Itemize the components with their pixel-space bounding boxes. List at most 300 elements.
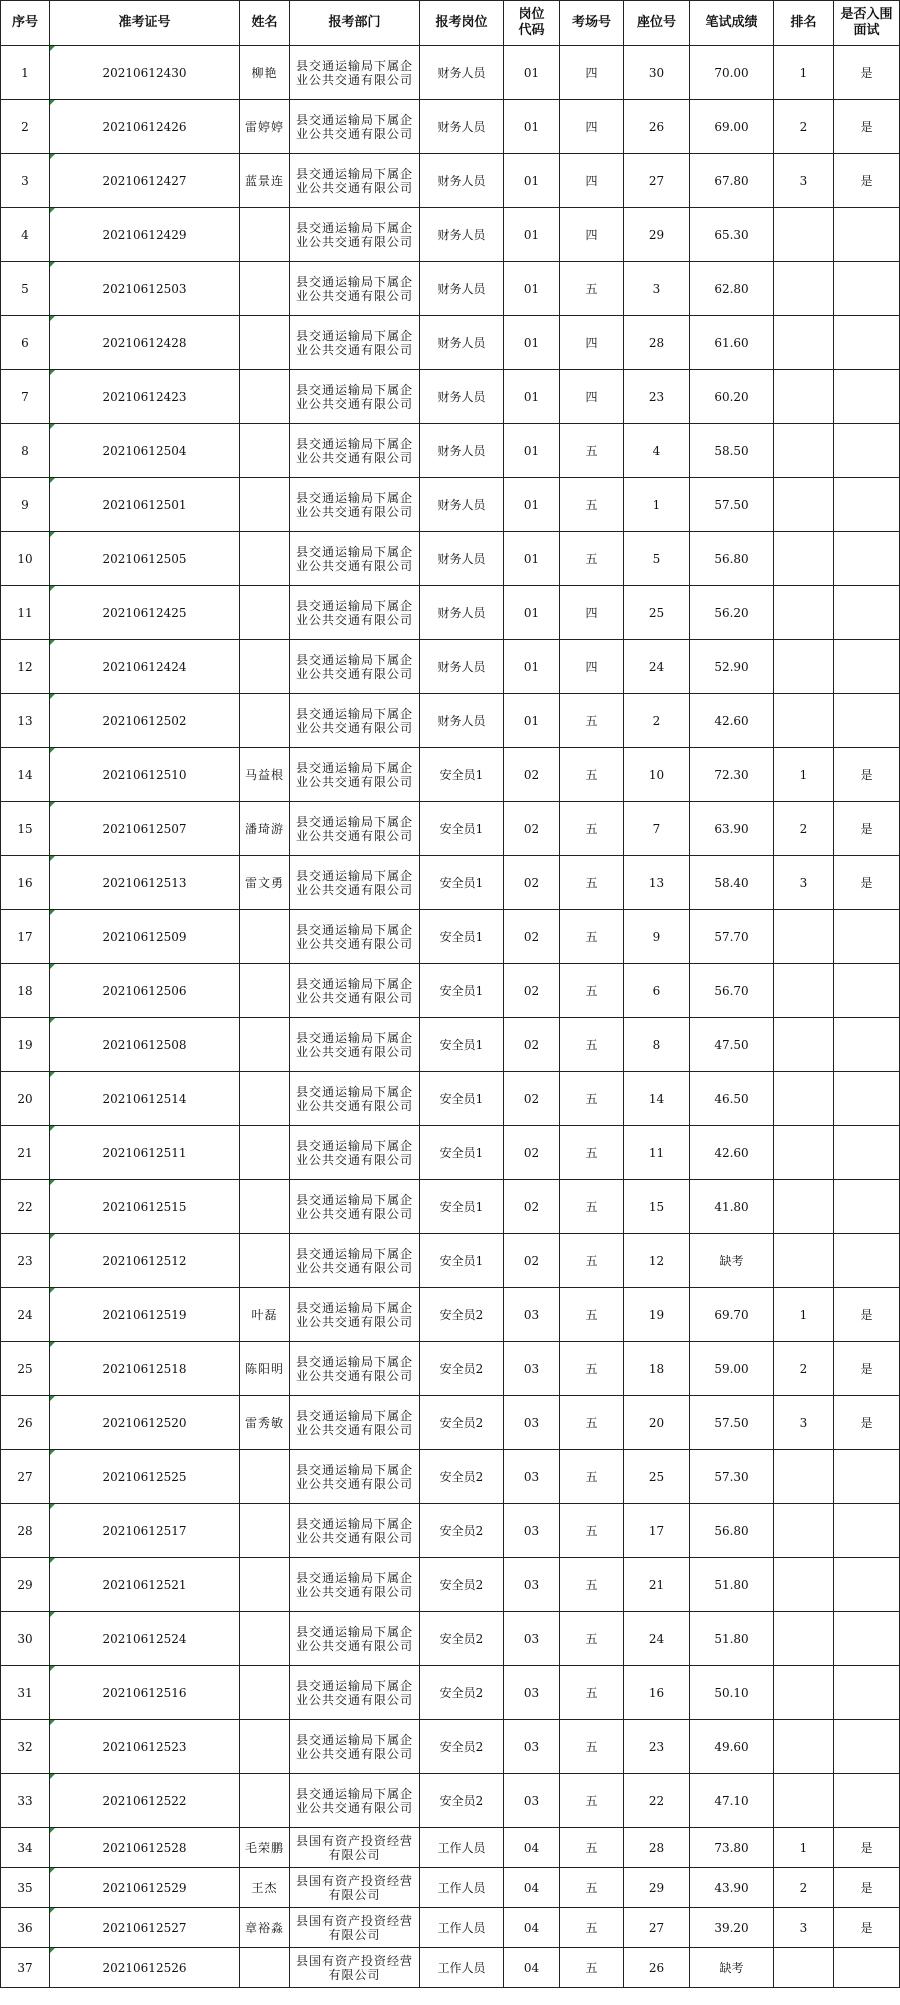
- cell-no: 26: [1, 1396, 50, 1450]
- cell-dept: 县交通运输局下属企业公共交通有限公司: [290, 1720, 420, 1774]
- cell-code: 01: [504, 316, 560, 370]
- cell-seat: 1: [624, 478, 690, 532]
- cell-rank: [774, 1948, 834, 1988]
- cell-seat: 26: [624, 1948, 690, 1988]
- cell-score: 49.60: [690, 1720, 774, 1774]
- cell-no: 7: [1, 370, 50, 424]
- cell-name: [240, 1666, 290, 1720]
- cell-code: 02: [504, 802, 560, 856]
- header-score: 笔试成绩: [690, 1, 774, 46]
- cell-rank: [774, 1180, 834, 1234]
- cell-rank: [774, 1072, 834, 1126]
- cell-dept: 县交通运输局下属企业公共交通有限公司: [290, 586, 420, 640]
- cell-code: 02: [504, 1180, 560, 1234]
- cell-rank: [774, 586, 834, 640]
- cell-ticket: 20210612503: [50, 262, 240, 316]
- table-row: [1, 1288, 900, 1342]
- cell-score: 65.30: [690, 208, 774, 262]
- cell-rank: [774, 1450, 834, 1504]
- cell-interview: [834, 1018, 900, 1072]
- cell-room: 五: [560, 1342, 624, 1396]
- cell-post: 安全员2: [420, 1288, 504, 1342]
- cell-rank: [774, 1126, 834, 1180]
- table-body: [1, 46, 900, 1988]
- cell-room: 五: [560, 532, 624, 586]
- table-row: [1, 532, 900, 586]
- header-ticket: 准考证号: [50, 1, 240, 46]
- table-row: [1, 1908, 900, 1948]
- cell-dept: 县交通运输局下属企业公共交通有限公司: [290, 1180, 420, 1234]
- cell-dept: 县交通运输局下属企业公共交通有限公司: [290, 262, 420, 316]
- cell-seat: 27: [624, 154, 690, 208]
- cell-rank: 3: [774, 154, 834, 208]
- cell-name: 蓝景连: [240, 154, 290, 208]
- table-row: [1, 640, 900, 694]
- cell-no: 18: [1, 964, 50, 1018]
- cell-code: 02: [504, 910, 560, 964]
- cell-room: 五: [560, 1288, 624, 1342]
- cell-ticket: 20210612513: [50, 856, 240, 910]
- cell-interview: 是: [834, 856, 900, 910]
- cell-seat: 29: [624, 1868, 690, 1908]
- cell-score: 51.80: [690, 1612, 774, 1666]
- cell-code: 03: [504, 1558, 560, 1612]
- cell-no: 3: [1, 154, 50, 208]
- cell-score: 42.60: [690, 694, 774, 748]
- cell-name: [240, 262, 290, 316]
- cell-interview: [834, 1234, 900, 1288]
- cell-score: 56.80: [690, 532, 774, 586]
- header-interview: 是否入围面试: [834, 1, 900, 46]
- cell-rank: [774, 1720, 834, 1774]
- cell-interview: [834, 1720, 900, 1774]
- cell-rank: [774, 1234, 834, 1288]
- cell-seat: 15: [624, 1180, 690, 1234]
- cell-ticket: 20210612505: [50, 532, 240, 586]
- cell-score: 59.00: [690, 1342, 774, 1396]
- cell-dept: 县交通运输局下属企业公共交通有限公司: [290, 1396, 420, 1450]
- cell-no: 1: [1, 46, 50, 100]
- cell-code: 03: [504, 1504, 560, 1558]
- cell-ticket: 20210612526: [50, 1948, 240, 1988]
- table-row: [1, 1342, 900, 1396]
- cell-post: 财务人员: [420, 694, 504, 748]
- cell-rank: [774, 910, 834, 964]
- cell-interview: [834, 910, 900, 964]
- cell-name: [240, 1180, 290, 1234]
- cell-code: 02: [504, 1018, 560, 1072]
- cell-no: 32: [1, 1720, 50, 1774]
- cell-room: 五: [560, 856, 624, 910]
- cell-room: 四: [560, 640, 624, 694]
- cell-seat: 23: [624, 1720, 690, 1774]
- cell-ticket: 20210612515: [50, 1180, 240, 1234]
- cell-code: 01: [504, 100, 560, 154]
- cell-no: 34: [1, 1828, 50, 1868]
- cell-post: 安全员1: [420, 1180, 504, 1234]
- cell-rank: [774, 1018, 834, 1072]
- table-row: [1, 478, 900, 532]
- cell-ticket: 20210612423: [50, 370, 240, 424]
- cell-code: 01: [504, 370, 560, 424]
- cell-score: 61.60: [690, 316, 774, 370]
- cell-code: 01: [504, 208, 560, 262]
- table-row: [1, 802, 900, 856]
- cell-rank: 2: [774, 1868, 834, 1908]
- cell-ticket: 20210612522: [50, 1774, 240, 1828]
- cell-no: 6: [1, 316, 50, 370]
- table-row: [1, 694, 900, 748]
- cell-interview: [834, 1666, 900, 1720]
- cell-interview: [834, 1126, 900, 1180]
- cell-code: 01: [504, 424, 560, 478]
- cell-post: 安全员1: [420, 964, 504, 1018]
- cell-code: 04: [504, 1828, 560, 1868]
- cell-interview: 是: [834, 100, 900, 154]
- cell-dept: 县国有资产投资经营有限公司: [290, 1828, 420, 1868]
- cell-post: 安全员2: [420, 1720, 504, 1774]
- cell-ticket: 20210612519: [50, 1288, 240, 1342]
- cell-no: 23: [1, 1234, 50, 1288]
- cell-post: 工作人员: [420, 1948, 504, 1988]
- cell-no: 25: [1, 1342, 50, 1396]
- cell-post: 财务人员: [420, 208, 504, 262]
- table-row: [1, 1948, 900, 1988]
- cell-post: 财务人员: [420, 478, 504, 532]
- cell-interview: 是: [834, 154, 900, 208]
- cell-ticket: 20210612429: [50, 208, 240, 262]
- cell-name: [240, 1018, 290, 1072]
- cell-ticket: 20210612516: [50, 1666, 240, 1720]
- header-post: 报考岗位: [420, 1, 504, 46]
- cell-score: 60.20: [690, 370, 774, 424]
- cell-no: 14: [1, 748, 50, 802]
- cell-rank: [774, 262, 834, 316]
- cell-post: 财务人员: [420, 154, 504, 208]
- cell-ticket: 20210612427: [50, 154, 240, 208]
- cell-score: 69.70: [690, 1288, 774, 1342]
- cell-rank: 1: [774, 1288, 834, 1342]
- cell-post: 安全员2: [420, 1450, 504, 1504]
- cell-post: 安全员1: [420, 1234, 504, 1288]
- cell-seat: 25: [624, 1450, 690, 1504]
- cell-ticket: 20210612506: [50, 964, 240, 1018]
- cell-post: 安全员1: [420, 1126, 504, 1180]
- table-row: [1, 1180, 900, 1234]
- cell-room: 五: [560, 1126, 624, 1180]
- cell-rank: [774, 1774, 834, 1828]
- cell-interview: 是: [834, 1828, 900, 1868]
- cell-room: 五: [560, 1234, 624, 1288]
- cell-no: 37: [1, 1948, 50, 1988]
- cell-rank: 3: [774, 856, 834, 910]
- cell-post: 安全员2: [420, 1666, 504, 1720]
- cell-score: 56.80: [690, 1504, 774, 1558]
- cell-score: 42.60: [690, 1126, 774, 1180]
- cell-dept: 县交通运输局下属企业公共交通有限公司: [290, 154, 420, 208]
- cell-dept: 县交通运输局下属企业公共交通有限公司: [290, 1126, 420, 1180]
- cell-no: 36: [1, 1908, 50, 1948]
- cell-post: 安全员2: [420, 1612, 504, 1666]
- cell-interview: [834, 694, 900, 748]
- cell-room: 五: [560, 694, 624, 748]
- cell-ticket: 20210612529: [50, 1868, 240, 1908]
- cell-post: 安全员1: [420, 856, 504, 910]
- cell-dept: 县交通运输局下属企业公共交通有限公司: [290, 1342, 420, 1396]
- cell-ticket: 20210612430: [50, 46, 240, 100]
- cell-rank: [774, 1558, 834, 1612]
- cell-seat: 3: [624, 262, 690, 316]
- cell-ticket: 20210612425: [50, 586, 240, 640]
- cell-code: 02: [504, 748, 560, 802]
- cell-dept: 县交通运输局下属企业公共交通有限公司: [290, 1288, 420, 1342]
- cell-ticket: 20210612428: [50, 316, 240, 370]
- cell-code: 03: [504, 1666, 560, 1720]
- cell-seat: 22: [624, 1774, 690, 1828]
- cell-seat: 21: [624, 1558, 690, 1612]
- cell-post: 财务人员: [420, 640, 504, 694]
- cell-room: 五: [560, 910, 624, 964]
- cell-score: 缺考: [690, 1948, 774, 1988]
- table-row: [1, 154, 900, 208]
- cell-room: 四: [560, 154, 624, 208]
- cell-score: 58.50: [690, 424, 774, 478]
- cell-ticket: 20210612528: [50, 1828, 240, 1868]
- cell-score: 51.80: [690, 1558, 774, 1612]
- cell-post: 财务人员: [420, 586, 504, 640]
- table-row: [1, 1828, 900, 1868]
- cell-rank: [774, 1612, 834, 1666]
- cell-interview: 是: [834, 46, 900, 100]
- cell-ticket: 20210612517: [50, 1504, 240, 1558]
- cell-code: 02: [504, 1072, 560, 1126]
- cell-room: 五: [560, 1018, 624, 1072]
- cell-dept: 县国有资产投资经营有限公司: [290, 1868, 420, 1908]
- cell-no: 2: [1, 100, 50, 154]
- cell-post: 安全员1: [420, 802, 504, 856]
- cell-rank: 2: [774, 100, 834, 154]
- cell-name: 陈阳明: [240, 1342, 290, 1396]
- cell-room: 四: [560, 316, 624, 370]
- cell-post: 安全员2: [420, 1774, 504, 1828]
- cell-name: [240, 424, 290, 478]
- cell-post: 安全员1: [420, 910, 504, 964]
- cell-no: 31: [1, 1666, 50, 1720]
- header-seat: 座位号: [624, 1, 690, 46]
- table-row: [1, 856, 900, 910]
- cell-score: 63.90: [690, 802, 774, 856]
- cell-name: 雷秀敏: [240, 1396, 290, 1450]
- cell-interview: [834, 370, 900, 424]
- cell-room: 五: [560, 262, 624, 316]
- cell-rank: [774, 640, 834, 694]
- cell-post: 安全员2: [420, 1504, 504, 1558]
- cell-no: 17: [1, 910, 50, 964]
- cell-no: 15: [1, 802, 50, 856]
- cell-dept: 县交通运输局下属企业公共交通有限公司: [290, 910, 420, 964]
- cell-dept: 县交通运输局下属企业公共交通有限公司: [290, 802, 420, 856]
- cell-seat: 27: [624, 1908, 690, 1948]
- cell-interview: [834, 316, 900, 370]
- cell-code: 01: [504, 640, 560, 694]
- header-name: 姓名: [240, 1, 290, 46]
- cell-code: 04: [504, 1868, 560, 1908]
- cell-post: 安全员2: [420, 1396, 504, 1450]
- table-row: [1, 1126, 900, 1180]
- cell-code: 01: [504, 586, 560, 640]
- cell-interview: [834, 1612, 900, 1666]
- cell-dept: 县交通运输局下属企业公共交通有限公司: [290, 370, 420, 424]
- cell-name: 马益根: [240, 748, 290, 802]
- table-row: [1, 964, 900, 1018]
- table-row: [1, 424, 900, 478]
- cell-post: 安全员2: [420, 1342, 504, 1396]
- cell-room: 五: [560, 748, 624, 802]
- cell-interview: [834, 208, 900, 262]
- cell-code: 03: [504, 1288, 560, 1342]
- cell-dept: 县交通运输局下属企业公共交通有限公司: [290, 1504, 420, 1558]
- table-row: [1, 1234, 900, 1288]
- cell-score: 57.30: [690, 1450, 774, 1504]
- cell-dept: 县交通运输局下属企业公共交通有限公司: [290, 1234, 420, 1288]
- cell-seat: 16: [624, 1666, 690, 1720]
- cell-interview: [834, 1504, 900, 1558]
- cell-seat: 23: [624, 370, 690, 424]
- cell-score: 52.90: [690, 640, 774, 694]
- cell-seat: 5: [624, 532, 690, 586]
- header-code: 岗位代码: [504, 1, 560, 46]
- cell-code: 02: [504, 856, 560, 910]
- cell-ticket: 20210612527: [50, 1908, 240, 1948]
- table-row: [1, 208, 900, 262]
- cell-seat: 13: [624, 856, 690, 910]
- cell-score: 43.90: [690, 1868, 774, 1908]
- cell-rank: [774, 532, 834, 586]
- cell-name: [240, 532, 290, 586]
- cell-dept: 县交通运输局下属企业公共交通有限公司: [290, 1072, 420, 1126]
- table-row: [1, 100, 900, 154]
- cell-interview: 是: [834, 1342, 900, 1396]
- cell-seat: 25: [624, 586, 690, 640]
- cell-name: [240, 208, 290, 262]
- table-header-row: [1, 1, 900, 46]
- cell-ticket: 20210612511: [50, 1126, 240, 1180]
- cell-rank: [774, 478, 834, 532]
- cell-dept: 县交通运输局下属企业公共交通有限公司: [290, 316, 420, 370]
- cell-dept: 县交通运输局下属企业公共交通有限公司: [290, 424, 420, 478]
- cell-post: 财务人员: [420, 316, 504, 370]
- cell-name: 叶磊: [240, 1288, 290, 1342]
- cell-rank: [774, 316, 834, 370]
- cell-interview: [834, 1948, 900, 1988]
- header-no: 序号: [1, 1, 50, 46]
- cell-room: 五: [560, 1868, 624, 1908]
- cell-ticket: 20210612501: [50, 478, 240, 532]
- table-row: [1, 46, 900, 100]
- cell-name: [240, 1558, 290, 1612]
- cell-dept: 县交通运输局下属企业公共交通有限公司: [290, 1558, 420, 1612]
- cell-interview: [834, 1450, 900, 1504]
- cell-room: 五: [560, 1504, 624, 1558]
- cell-no: 16: [1, 856, 50, 910]
- table-row: [1, 1018, 900, 1072]
- cell-name: [240, 370, 290, 424]
- cell-post: 安全员2: [420, 1558, 504, 1612]
- cell-code: 03: [504, 1774, 560, 1828]
- cell-ticket: 20210612510: [50, 748, 240, 802]
- cell-code: 01: [504, 262, 560, 316]
- table-row: [1, 1774, 900, 1828]
- header-room: 考场号: [560, 1, 624, 46]
- cell-seat: 6: [624, 964, 690, 1018]
- cell-seat: 17: [624, 1504, 690, 1558]
- cell-interview: 是: [834, 1868, 900, 1908]
- cell-no: 19: [1, 1018, 50, 1072]
- cell-score: 62.80: [690, 262, 774, 316]
- cell-dept: 县交通运输局下属企业公共交通有限公司: [290, 1018, 420, 1072]
- cell-dept: 县交通运输局下属企业公共交通有限公司: [290, 478, 420, 532]
- cell-post: 工作人员: [420, 1908, 504, 1948]
- cell-room: 五: [560, 478, 624, 532]
- cell-rank: 3: [774, 1396, 834, 1450]
- header-dept: 报考部门: [290, 1, 420, 46]
- cell-seat: 29: [624, 208, 690, 262]
- cell-no: 35: [1, 1868, 50, 1908]
- cell-rank: 2: [774, 1342, 834, 1396]
- cell-dept: 县交通运输局下属企业公共交通有限公司: [290, 1612, 420, 1666]
- cell-room: 五: [560, 964, 624, 1018]
- cell-seat: 10: [624, 748, 690, 802]
- cell-name: [240, 1126, 290, 1180]
- cell-post: 工作人员: [420, 1828, 504, 1868]
- cell-room: 五: [560, 1908, 624, 1948]
- cell-rank: 1: [774, 46, 834, 100]
- cell-seat: 9: [624, 910, 690, 964]
- cell-code: 03: [504, 1720, 560, 1774]
- cell-score: 70.00: [690, 46, 774, 100]
- cell-score: 73.80: [690, 1828, 774, 1868]
- cell-post: 安全员1: [420, 1018, 504, 1072]
- cell-ticket: 20210612525: [50, 1450, 240, 1504]
- cell-name: 雷文勇: [240, 856, 290, 910]
- cell-room: 五: [560, 1180, 624, 1234]
- cell-seat: 24: [624, 640, 690, 694]
- cell-ticket: 20210612502: [50, 694, 240, 748]
- cell-room: 五: [560, 1774, 624, 1828]
- cell-code: 02: [504, 964, 560, 1018]
- table-row: [1, 1720, 900, 1774]
- cell-no: 30: [1, 1612, 50, 1666]
- cell-post: 安全员1: [420, 748, 504, 802]
- cell-rank: [774, 370, 834, 424]
- cell-code: 01: [504, 694, 560, 748]
- table-row: [1, 586, 900, 640]
- table-row: [1, 1072, 900, 1126]
- cell-seat: 7: [624, 802, 690, 856]
- cell-rank: [774, 1504, 834, 1558]
- cell-room: 五: [560, 1396, 624, 1450]
- cell-no: 9: [1, 478, 50, 532]
- cell-post: 财务人员: [420, 532, 504, 586]
- cell-code: 03: [504, 1612, 560, 1666]
- cell-name: [240, 910, 290, 964]
- cell-seat: 11: [624, 1126, 690, 1180]
- cell-dept: 县交通运输局下属企业公共交通有限公司: [290, 964, 420, 1018]
- cell-dept: 县交通运输局下属企业公共交通有限公司: [290, 856, 420, 910]
- cell-ticket: 20210612509: [50, 910, 240, 964]
- cell-room: 五: [560, 1072, 624, 1126]
- cell-name: 王杰: [240, 1868, 290, 1908]
